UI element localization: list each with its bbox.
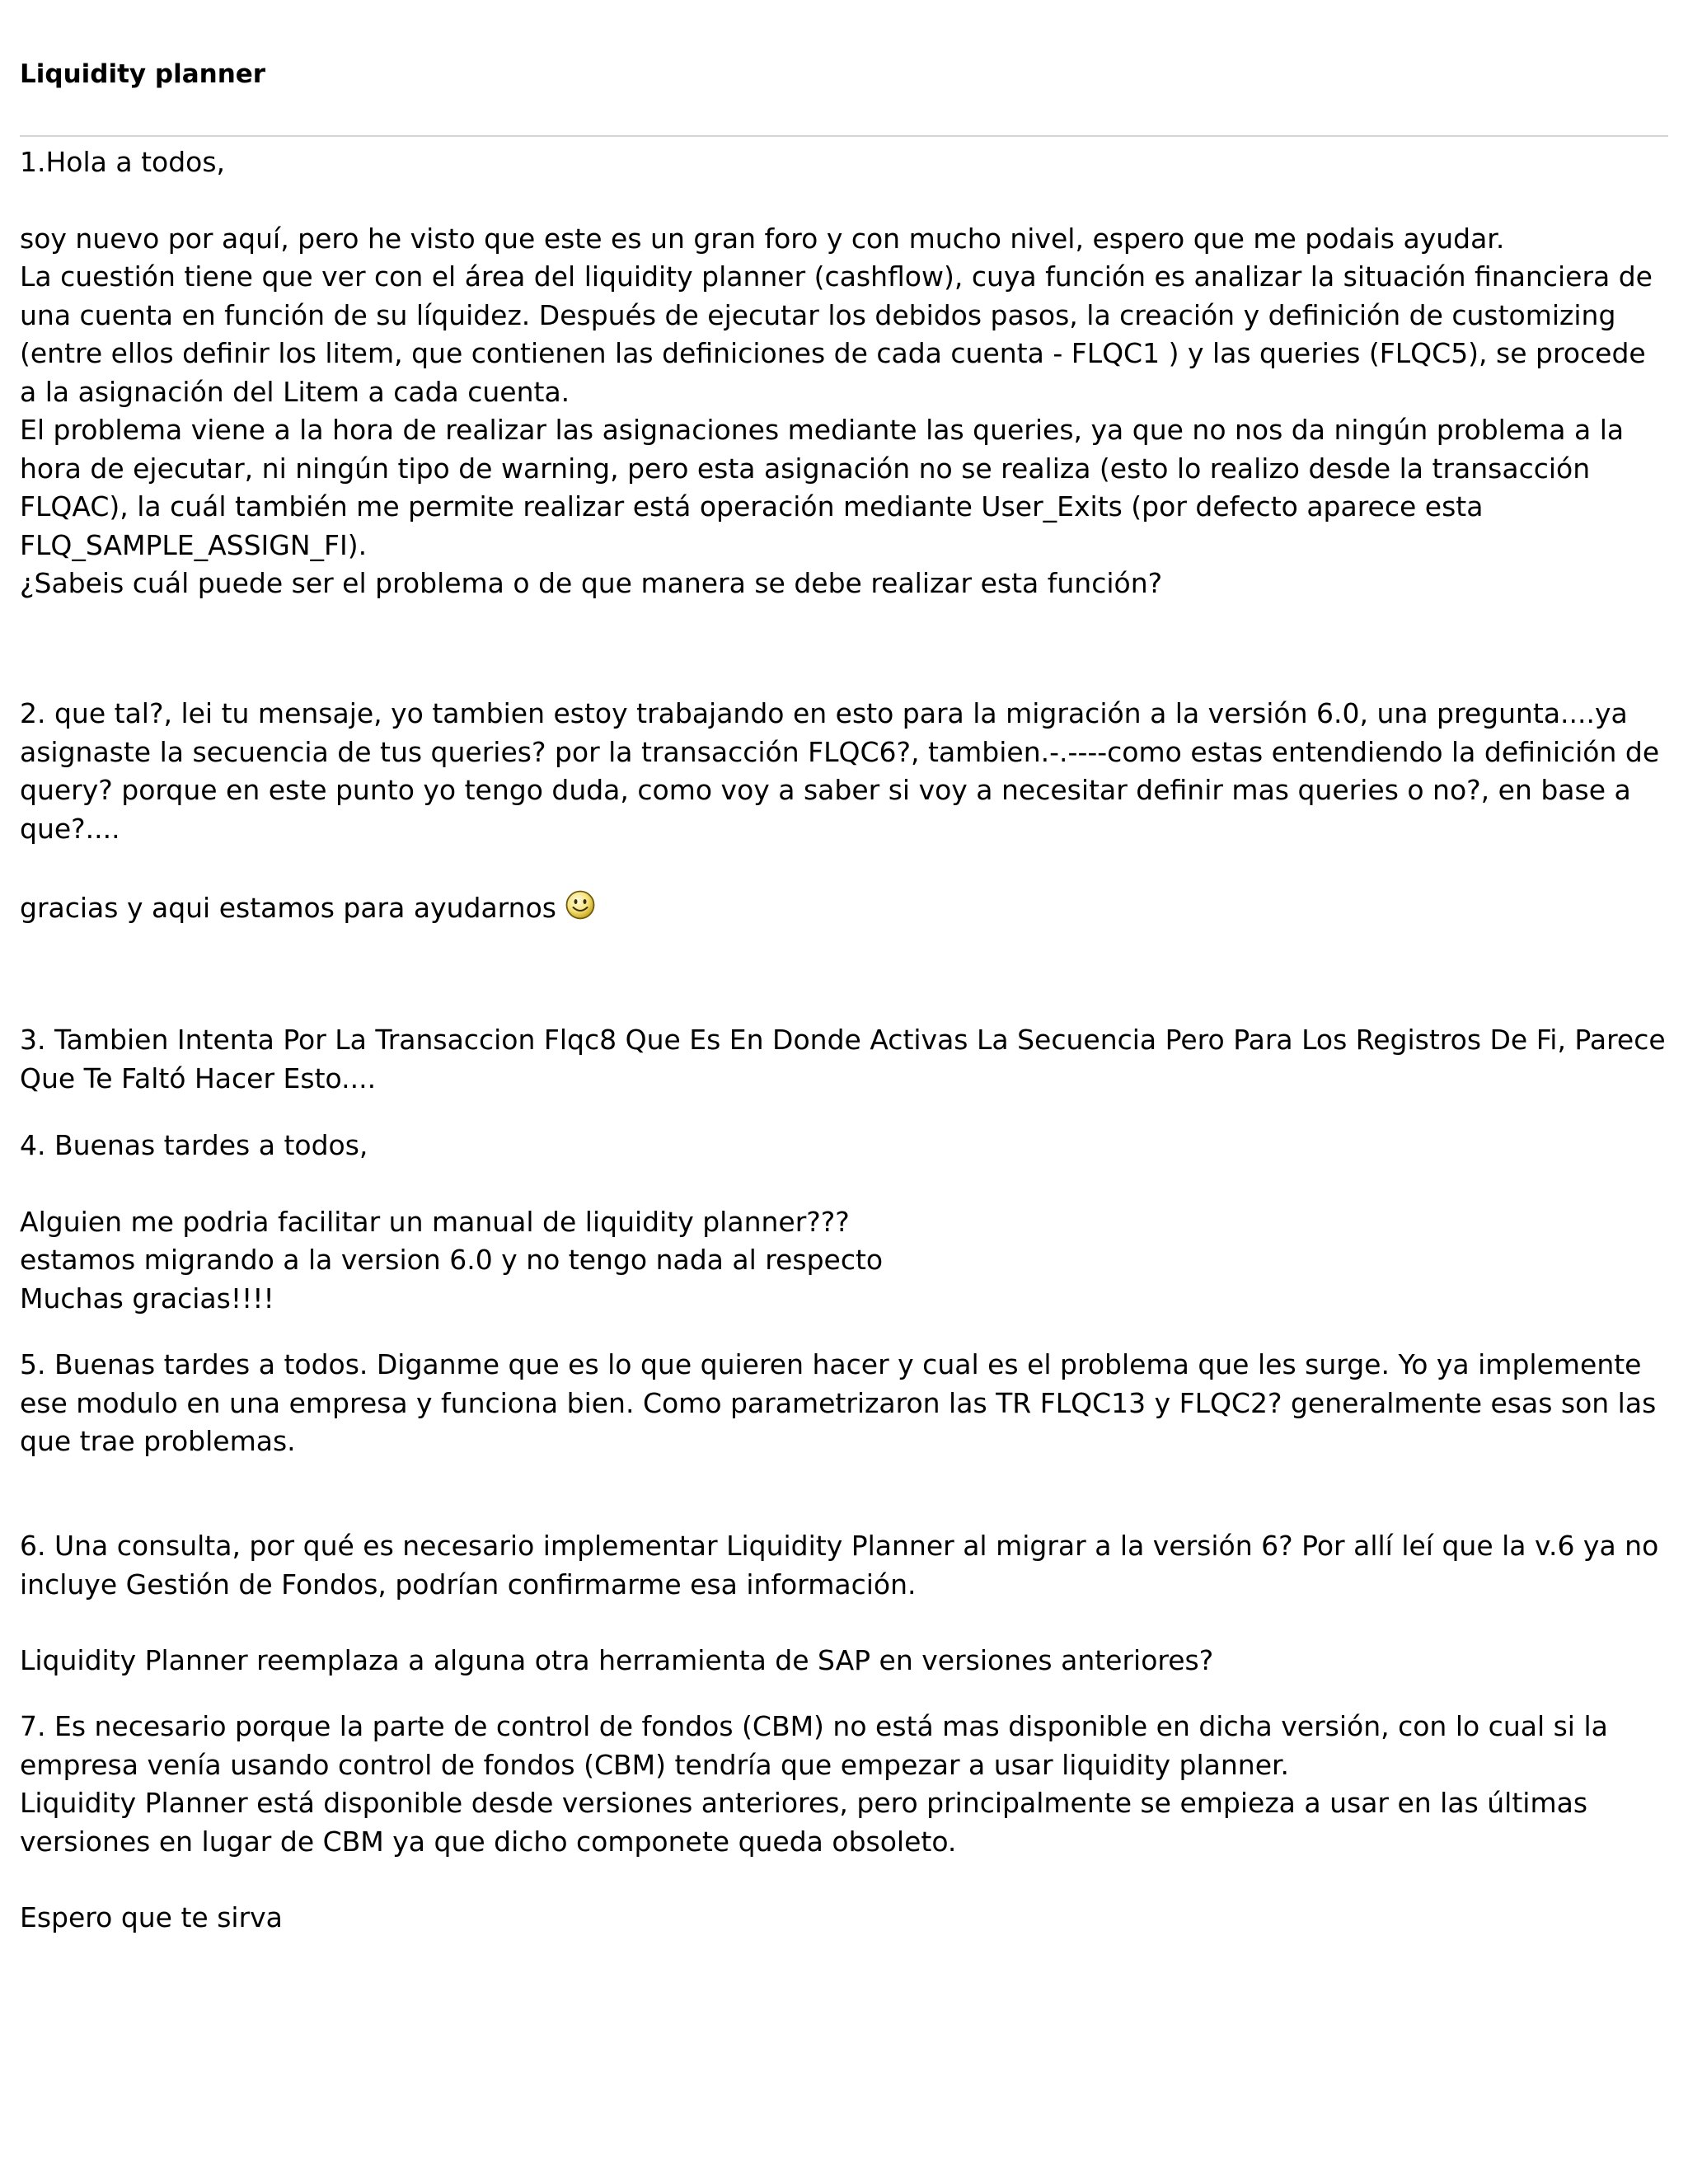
forum-post-2 bbox=[20, 695, 1668, 928]
post-2-body: 2. que tal?, lei tu mensaje, yo tambien estoy trabajando en esto para la migración a la versión 6.0, una pregunta....ya asignaste la secuencia de tus queries? por la transacción FLQC6?, tambien.-.----como estas entendiendo la definición de query? porque en este punto yo tengo duda, como voy a saber si voy a necesitar definir mas queries o no?, en base a que?.... bbox=[20, 697, 1660, 845]
smiley-icon bbox=[565, 889, 596, 921]
post-7-detail: Liquidity Planner está disponible desde versiones anteriores, pero principalmente se empieza a usar en las últimas versiones en lugar de CBM ya que dicho componete queda obsoleto. bbox=[20, 1787, 1588, 1858]
post-4-context: estamos migrando a la version 6.0 y no tengo nada al respecto bbox=[20, 1244, 884, 1276]
post-7-closing: Espero que te sirva bbox=[20, 1901, 283, 1933]
forum-post-5 bbox=[20, 1346, 1668, 1461]
post-4-thanks: Muchas gracias!!!! bbox=[20, 1282, 274, 1315]
forum-post-4 bbox=[20, 1127, 1668, 1318]
post-6-question: 6. Una consulta, por qué es necesario implementar Liquidity Planner al migrar a la versión 6? Por allí leí que la v.6 ya no incluye Gestión de Fondos, podrían confirmarme esa información. bbox=[20, 1530, 1659, 1601]
post-1-question: ¿Sabeis cuál puede ser el problema o de que manera se debe realizar esta función? bbox=[20, 567, 1163, 599]
post-5-body: 5. Buenas tardes a todos. Diganme que es lo que quieren hacer y cual es el problema que les surge. Yo ya implemente ese modulo en una empresa y funciona bien. Como parametrizaron las TR FLQC13 y FLQC2? generalmente esas son las que trae problemas. bbox=[20, 1348, 1657, 1457]
post-1-intro: soy nuevo por aquí, pero he visto que este es un gran foro y con mucho nivel, espero que me podais ayudar. bbox=[20, 222, 1505, 255]
post-4-request: Alguien me podria facilitar un manual de liquidity planner??? bbox=[20, 1205, 850, 1238]
post-1-context: La cuestión tiene que ver con el área del liquidity planner (cashflow), cuya función es analizar la situación financiera de una cuenta en función de su líquidez. Después de ejecutar los debidos pasos, la creación y definición de customizing (entre ellos definir los litem, que contienen las definiciones de cada cuenta - FLQC1 ) y las queries (FLQC5), se procede a la asignación del Litem a cada cuenta. bbox=[20, 260, 1653, 408]
forum-post-3 bbox=[20, 1021, 1668, 1098]
forum-post-7 bbox=[20, 1708, 1668, 1938]
post-4-greeting: 4. Buenas tardes a todos, bbox=[20, 1129, 368, 1161]
post-7-answer: 7. Es necesario porque la parte de control de fondos (CBM) no está mas disponible en dicha versión, con lo cual si la empresa venía usando control de fondos (CBM) tendría que empezar a usar liquidity planner. bbox=[20, 1710, 1608, 1781]
forum-post-6 bbox=[20, 1527, 1668, 1680]
post-2-closing bbox=[20, 889, 1668, 928]
page-title: Liquidity planner bbox=[20, 59, 266, 89]
post-1-problem: El problema viene a la hora de realizar las asignaciones mediante las queries, ya que no nos da ningún problema a la hora de ejecutar, ni ningún tipo de warning, pero esta asignación no se realiza (esto lo realizo desde la transacción FLQAC), la cuál también me permite realizar está operación mediante User_Exits (por defecto aparece esta FLQ_SAMPLE_ASSIGN_FI). bbox=[20, 414, 1625, 561]
post-2-closing-text: gracias y aqui estamos para ayudarnos bbox=[20, 892, 556, 924]
post-3-body: 3. Tambien Intenta Por La Transaccion Flqc8 Que Es En Donde Activas La Secuencia Pero Para Los Registros De Fi, Parece Que Te Faltó Hacer Esto.... bbox=[20, 1024, 1666, 1094]
post-6-followup: Liquidity Planner reemplaza a alguna otra herramienta de SAP en versiones anteriores? bbox=[20, 1644, 1214, 1676]
title-divider bbox=[20, 135, 1668, 137]
post-1-greeting: 1.Hola a todos, bbox=[20, 146, 226, 178]
forum-post-1 bbox=[20, 143, 1668, 603]
